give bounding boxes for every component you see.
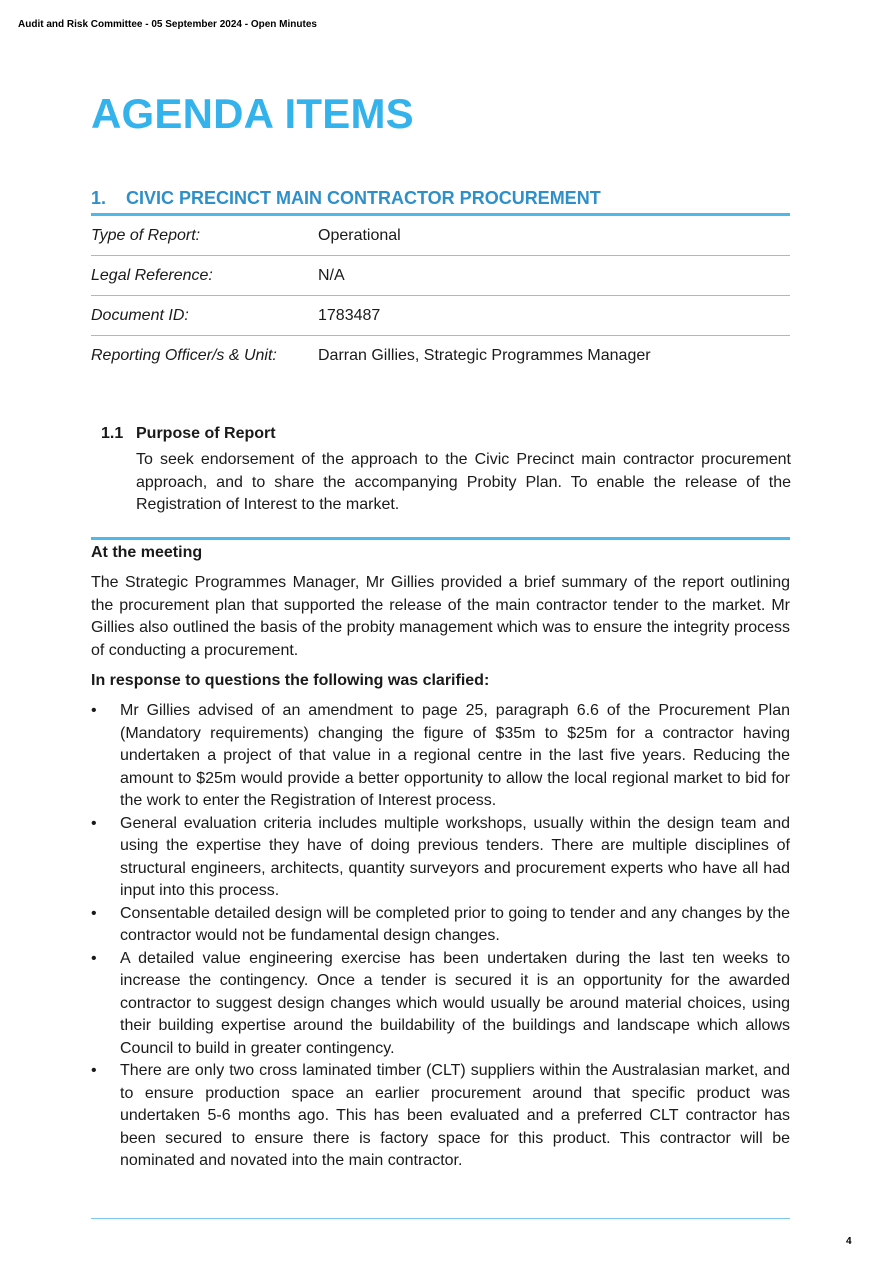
page-number: 4 bbox=[846, 1236, 852, 1247]
bullet-icon: • bbox=[91, 814, 97, 832]
purpose-text: To seek endorsement of the approach to the Civic Precinct main contractor procurement approach, and to share the accompanying Probity Plan. To enable the release of the Registration of Interest to the market. bbox=[136, 451, 791, 513]
list-item-text: Consentable detailed design will be completed prior to going to tender and any changes by the contractor would not be fundamental design changes. bbox=[120, 904, 790, 944]
list-item bbox=[91, 903, 790, 948]
meta-label: Type of Report: bbox=[91, 226, 201, 244]
meta-label: Legal Reference: bbox=[91, 266, 213, 284]
clarification-list bbox=[91, 700, 790, 1173]
purpose-title: Purpose of Report bbox=[136, 425, 276, 442]
meta-value: Operational bbox=[318, 226, 401, 244]
meta-value: N/A bbox=[318, 266, 345, 284]
list-item-text: Mr Gillies advised of an amendment to page 25, paragraph 6.6 of the Procurement Plan (Mandatory requirements) changing the figure of $35m to $25m for a contractor having undertaken a project of that value in a regional centre in the last five years. Reducing the amount to $25m would provide a better opportunity to allow the local regional market to bid for the work to enter the Registration of Interest process. bbox=[120, 702, 790, 809]
agenda-title: AGENDA ITEMS bbox=[91, 90, 414, 137]
bullet-icon: • bbox=[91, 904, 97, 922]
meeting-heading: At the meeting bbox=[91, 544, 203, 561]
section-number: 1. bbox=[91, 188, 107, 208]
list-item-text: A detailed value engineering exercise has been undertaken during the last ten weeks to increase the contingency. Once a tender is secured it is an opportunity for the awarded contractor to suggest design changes which would usually be around material choices, using their building expertise around the buildability of the buildings and landscape which allows Council to build in greater contingency. bbox=[120, 949, 790, 1057]
meta-value: Darran Gillies, Strategic Programmes Manager bbox=[318, 346, 651, 364]
meta-label: Document ID: bbox=[91, 306, 189, 324]
list-item-text: General evaluation criteria includes multiple workshops, usually within the design team and using the expertise they have of doing previous tenders. There are multiple disciplines of structural engineers, architects, quantity surveyors and procurement experts who have all had input into this process. bbox=[120, 814, 790, 899]
bullet-icon: • bbox=[91, 702, 97, 719]
meeting-divider bbox=[91, 537, 790, 540]
meta-value: 1783487 bbox=[318, 306, 381, 324]
bullet-icon: • bbox=[91, 1062, 97, 1079]
purpose-section bbox=[101, 425, 791, 517]
meeting-paragraph: The Strategic Programmes Manager, Mr Gillies provided a brief summary of the report outlining the procurement plan that supported the release of the main contractor tender to the market. Mr Gillies also outlined the basis of the probity management which was to ensure the integrity process of conducting a procurement. bbox=[91, 574, 790, 659]
report-meta-table bbox=[91, 216, 790, 375]
meta-row-type-of-report bbox=[91, 216, 790, 256]
list-item bbox=[91, 948, 790, 1061]
footer-divider bbox=[91, 1218, 790, 1219]
meta-row-reporting-officer bbox=[91, 336, 790, 375]
meta-label: Reporting Officer/s & Unit: bbox=[91, 346, 277, 364]
bullet-icon: • bbox=[91, 949, 97, 967]
list-item bbox=[91, 700, 790, 813]
purpose-heading bbox=[101, 425, 791, 443]
document-header: Audit and Risk Committee - 05 September 2024 - Open Minutes bbox=[18, 19, 317, 30]
list-item bbox=[91, 813, 790, 903]
list-item-text: There are only two cross laminated timber (CLT) suppliers within the Australasian market, and to ensure production space an earlier procurement around that specific product was undertaken 5-6 months ago. This has been evaluated and a preferred CLT contractor has been secured to ensure there is factory space for this product. This contractor will be nominated and novated into the main contractor. bbox=[120, 1062, 790, 1169]
section-title: CIVIC PRECINCT MAIN CONTRACTOR PROCUREMENT bbox=[126, 188, 601, 208]
section-heading bbox=[91, 188, 789, 209]
meta-row-legal-reference bbox=[91, 256, 790, 296]
meta-row-document-id bbox=[91, 296, 790, 336]
meeting-section bbox=[91, 544, 790, 1173]
list-item bbox=[91, 1060, 790, 1173]
purpose-number: 1.1 bbox=[101, 425, 124, 442]
clarified-heading: In response to questions the following was clarified: bbox=[91, 672, 490, 689]
